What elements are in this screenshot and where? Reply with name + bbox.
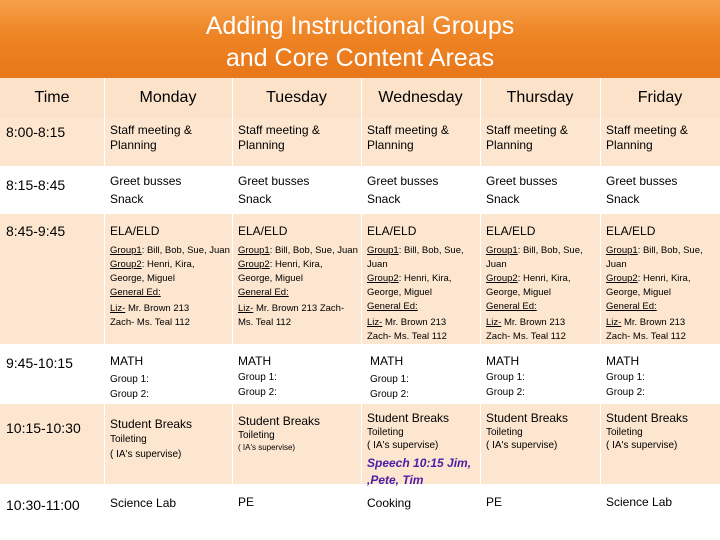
schedule-cell: Greet busses Snack <box>606 174 678 206</box>
col-divider <box>232 78 233 540</box>
breaks-cell: Student Breaks Toileting ( IA's supervise) <box>238 414 321 452</box>
time-cell: 8:15-8:45 <box>6 177 66 193</box>
schedule-cell: Staff meeting & Planning <box>606 123 688 152</box>
ela-cell-thursday: ELA/ELD Group1: Bill, Bob, Sue, Juan Group2: Henri, Kira, George, Miguel General Ed: Liz- Mr. Brown 213 Zach- Ms. Teal 112 <box>486 224 583 342</box>
ela-cell-wednesday: ELA/ELD Group1: Bill, Bob, Sue, Juan Group2: Henri, Kira, George, Miguel General Ed: Liz- Mr. Brown 213 Zach- Ms. Teal 112 <box>367 224 464 342</box>
ela-cell-monday: ELA/ELD Group1: Bill, Bob, Sue, Juan Group2: Henri, Kira, George, Miguel General Ed: Liz- Mr. Brown 213 Zach- Ms. Teal 112 <box>110 224 230 328</box>
schedule-cell: Science Lab <box>110 496 177 510</box>
schedule-cell: Staff meeting & Planning <box>238 123 320 152</box>
title-line-2: and Core Content Areas <box>225 44 495 72</box>
schedule-cell: Science Lab <box>606 495 673 509</box>
row-band <box>0 484 720 540</box>
time-cell: 8:45-9:45 <box>6 223 66 239</box>
schedule-cell: Staff meeting & Planning <box>367 123 449 152</box>
math-cell: MATH Group 1: Group 2: <box>110 354 149 400</box>
schedule-cell: Greet busses Snack <box>486 174 558 206</box>
breaks-cell: Student Breaks Toileting ( IA's supervise) Speech 10:15 Jim, ,Pete, Tim <box>367 411 479 489</box>
ela-cell-tuesday: ELA/ELD Group1: Bill, Bob, Sue, Juan Group2: Henri, Kira, George, Miguel General Ed: Liz- Mr. Brown 213 Zach- Ms. Teal 112 <box>238 224 358 328</box>
header-tuesday: Tuesday <box>266 89 327 106</box>
header-thursday: Thursday <box>506 89 574 106</box>
speech-note: Speech 10:15 Jim, ,Pete, Tim <box>367 456 472 487</box>
ela-cell-friday: ELA/ELD Group1: Bill, Bob, Sue, Juan Group2: Henri, Kira, George, Miguel General Ed: Liz- Mr. Brown 213 Zach- Ms. Teal 112 <box>606 224 703 342</box>
math-cell: MATH Group 1: Group 2: <box>370 354 409 400</box>
math-cell: MATH Group 1: Group 2: <box>238 354 277 398</box>
time-cell: 10:30-11:00 <box>6 497 80 513</box>
schedule-cell: PE <box>486 495 503 509</box>
schedule-cell: Greet busses Snack <box>367 174 439 206</box>
page-title <box>0 10 720 74</box>
header-monday: Monday <box>139 89 197 106</box>
header-wednesday: Wednesday <box>378 89 463 106</box>
breaks-cell: Student Breaks Toileting ( IA's supervise) <box>110 417 193 460</box>
schedule-cell: Cooking <box>367 496 412 510</box>
schedule-cell: Staff meeting & Planning <box>486 123 568 152</box>
time-cell: 10:15-10:30 <box>6 420 81 436</box>
time-cell: 9:45-10:15 <box>6 355 73 371</box>
col-divider <box>600 78 601 540</box>
schedule-cell: PE <box>238 495 255 509</box>
schedule-cell: Greet busses Snack <box>238 174 310 206</box>
header-time: Time <box>34 89 70 106</box>
col-divider <box>104 78 105 540</box>
schedule-cell: Greet busses Snack <box>110 174 182 206</box>
math-cell: MATH Group 1: Group 2: <box>606 354 645 398</box>
math-cell: MATH Group 1: Group 2: <box>486 354 525 398</box>
title-line-1: Adding Instructional Groups <box>205 12 515 40</box>
time-cell: 8:00-8:15 <box>6 124 66 140</box>
breaks-cell: Student Breaks Toileting ( IA's supervise) <box>606 411 689 451</box>
breaks-cell: Student Breaks Toileting ( IA's supervise) <box>486 411 569 451</box>
schedule-cell: Staff meeting & Planning <box>110 123 192 152</box>
col-divider <box>480 78 481 540</box>
col-divider <box>361 78 362 540</box>
header-friday: Friday <box>637 89 683 106</box>
